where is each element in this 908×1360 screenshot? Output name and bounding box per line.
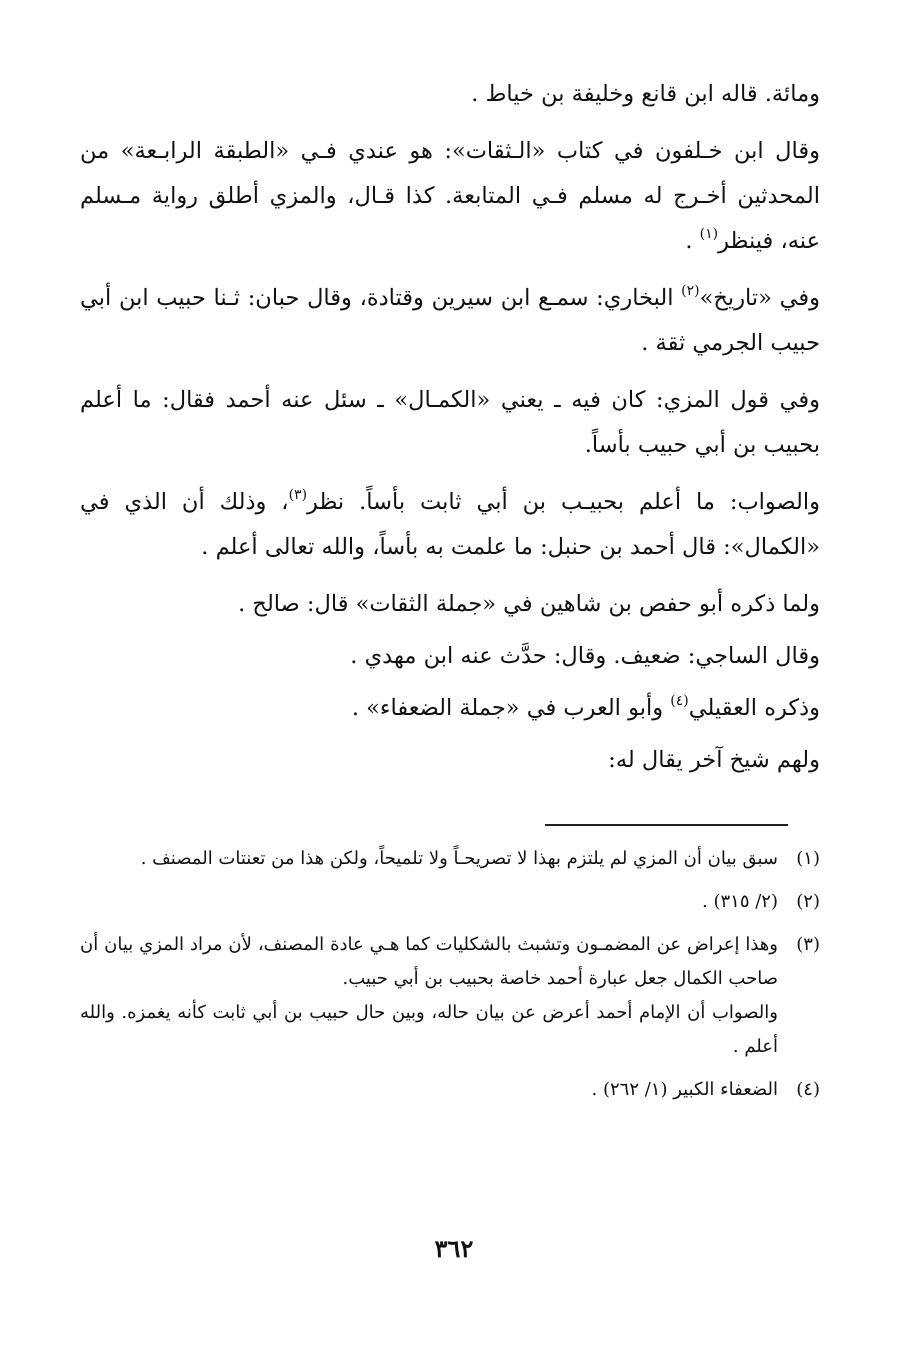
- paragraph-6-text: ولما ذكره أبو حفص بن شاهين في «جملة الثقات» قال: صالح .: [238, 591, 820, 617]
- footnote-1: [80, 842, 820, 876]
- footnote-number: (٤): [796, 1079, 820, 1100]
- footnote-number: (٣): [796, 934, 820, 955]
- paragraph-2: [80, 129, 820, 264]
- footnote-text: سبق بيان أن المزي لم يلتزم بهذا لا تصريحـاً ولا تلميحاً، ولكن هذا من تعنتات المصنف .: [140, 848, 778, 869]
- footnote-text: وهذا إعراض عن المضمـون وتشبث بالشكليات كما هـي عادة المصنف، لأن مراد المزي بيان أن صاحب الكمال جعل عبارة أحمد خاصة بحبيب بن أبي حبيب.: [80, 934, 778, 989]
- footnote-2: [80, 885, 820, 919]
- footnote-ref-3: (٣): [288, 486, 308, 503]
- paragraph-9-text: ولهم شيخ آخر يقال له:: [608, 747, 820, 773]
- paragraph-3: [80, 276, 820, 366]
- footnote-ref-1: (١): [699, 225, 719, 242]
- paragraph-2-end: .: [685, 228, 700, 254]
- paragraph-3-text-b: البخاري: سمـع ابن سيرين وقتادة، وقال حبان: ثـنا حبيب ابن أبي حبيب الجرمي ثقة .: [80, 285, 820, 356]
- paragraph-2-text: وقال ابن خـلفون في كتاب «الـثقات»: هو عندي فـي «الطبقة الرابـعة» من المحدثين أخـرج له مسلم فـي المتابعة. كذا قـال، والمزي أطلق رواية مـسلم عنه، فينظر: [80, 138, 820, 254]
- footnote-ref-2: (٢): [681, 282, 700, 299]
- paragraph-5-text-b: ، وذلك أن الذي في «الكمال»: قال أحمد بن حنبل: ما علمت به بأساً، والله تعالى أعلم .: [80, 489, 820, 560]
- footnotes: [80, 842, 820, 1116]
- paragraph-9: [80, 738, 820, 783]
- paragraph-5: [80, 480, 820, 570]
- footnote-ref-4: (٤): [670, 692, 689, 709]
- main-text: [80, 72, 820, 790]
- footnote-text: (٢/ ٣١٥) .: [702, 891, 778, 912]
- footnote-number: (٢): [796, 891, 820, 912]
- paragraph-8-text-a: وذكره العقيلي: [688, 695, 820, 721]
- paragraph-8-text-b: وأبو العرب في «جملة الضعفاء» .: [351, 695, 671, 721]
- paragraph-8: [80, 686, 820, 731]
- paragraph-1: [80, 72, 820, 117]
- paragraph-7: [80, 634, 820, 679]
- footnote-divider: [545, 824, 788, 826]
- paragraph-5-text-a: والصواب: ما أعلم بحبيـب بن أبي ثابت بأساً. نظر: [307, 489, 821, 515]
- paragraph-4: [80, 378, 820, 468]
- footnote-4: [80, 1073, 820, 1107]
- paragraph-7-text: وقال الساجي: ضعيف. وقال: حدَّث عنه ابن مهدي .: [350, 643, 820, 669]
- paragraph-6: [80, 582, 820, 627]
- footnote-text: والصواب أن الإمام أحمد أعرض عن بيان حاله، وبين حال حبيب بن أبي ثابت كأنه يغمزه. والله أعلم .: [80, 1002, 778, 1057]
- paragraph-4-text: وفي قول المزي: كان فيه ـ يعني «الكمـال» ـ سئل عنه أحمد فقال: ما أعلم بحبيب بن أبي حبيب بأساً.: [80, 387, 820, 458]
- paragraph-3-text-a: وفي «تاريخ»: [699, 285, 820, 311]
- footnote-3: [80, 928, 820, 1064]
- footnote-text: الضعفاء الكبير (١/ ٢٦٢) .: [591, 1079, 778, 1100]
- page-number: ٣٦٢: [434, 1234, 474, 1263]
- footnote-number: (١): [796, 848, 820, 869]
- paragraph-1-text: ومائة. قاله ابن قانع وخليفة بن خياط .: [471, 81, 820, 107]
